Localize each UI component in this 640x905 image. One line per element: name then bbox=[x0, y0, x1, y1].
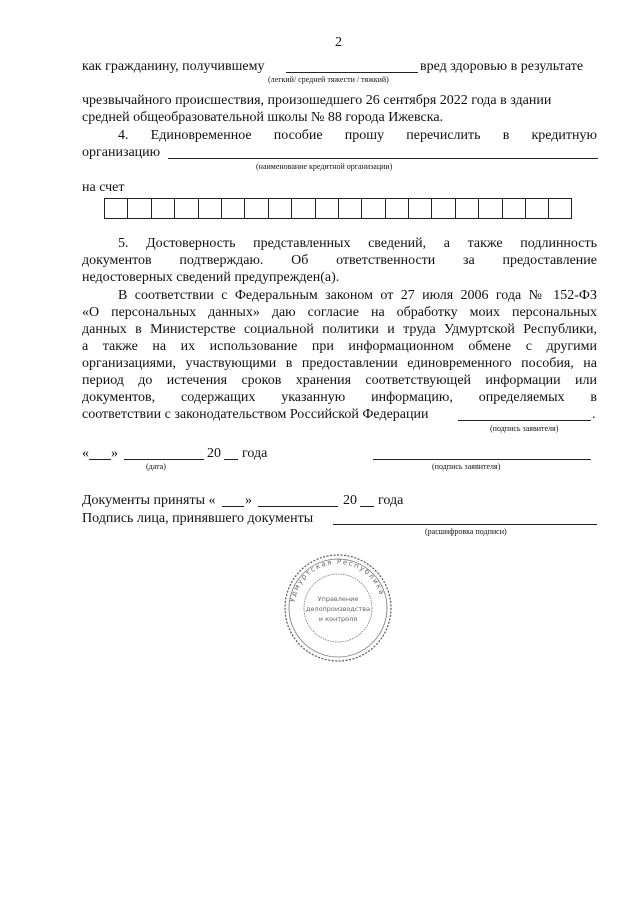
field-hint: (наименование кредитной организации) bbox=[256, 162, 393, 171]
text-line: «О персональных данных» даю согласие на обработку моих персональных bbox=[82, 305, 597, 320]
text-line: документов, содержащих указанную информацию, определяемых в bbox=[82, 390, 597, 405]
account-digit-box[interactable] bbox=[548, 198, 571, 219]
date-close-quote: » bbox=[111, 446, 118, 461]
blank-accepted-day[interactable] bbox=[222, 506, 244, 507]
field-hint: (дата) bbox=[146, 462, 166, 471]
accepted-year-word: года bbox=[378, 493, 404, 508]
account-digit-box[interactable] bbox=[385, 198, 408, 219]
account-digit-box[interactable] bbox=[198, 198, 221, 219]
account-digit-box[interactable] bbox=[455, 198, 478, 219]
signer-label: Подпись лица, принявшего документы bbox=[82, 511, 314, 526]
blank-signer-name[interactable] bbox=[333, 524, 597, 525]
text-line: недостоверных сведений предупрежден(а). bbox=[82, 270, 340, 285]
text-line: документов подтверждаю. Об ответственности за предоставление bbox=[82, 253, 597, 268]
accepted-close-quote: » bbox=[245, 493, 252, 508]
account-digit-box[interactable] bbox=[408, 198, 431, 219]
account-digit-box[interactable] bbox=[338, 198, 361, 219]
account-label: на счет bbox=[82, 180, 125, 195]
account-digit-box[interactable] bbox=[127, 198, 150, 219]
blank-consent-signature[interactable] bbox=[458, 420, 591, 421]
field-hint: (расшифровка подписи) bbox=[425, 527, 507, 536]
text-line: 5. Достоверность представленных сведений, а также подлинность bbox=[118, 236, 597, 251]
account-digit-box[interactable] bbox=[268, 198, 291, 219]
account-digit-box[interactable] bbox=[478, 198, 501, 219]
text-line: В соответствии с Федеральным законом от 27 июля 2006 года № 152-ФЗ bbox=[118, 288, 597, 303]
accepted-year-prefix: 20 bbox=[343, 493, 357, 508]
account-digit-box[interactable] bbox=[221, 198, 244, 219]
date-year-word: года bbox=[242, 446, 268, 461]
accepted-label: Документы приняты « bbox=[82, 493, 216, 508]
account-digit-box[interactable] bbox=[431, 198, 454, 219]
account-digit-box[interactable] bbox=[502, 198, 525, 219]
official-stamp bbox=[282, 552, 394, 664]
field-hint: (подпись заявителя) bbox=[432, 462, 501, 471]
blank-credit-organization[interactable] bbox=[168, 158, 598, 159]
text-line: организацию bbox=[82, 145, 161, 160]
stamp-text-line: Управление bbox=[317, 595, 359, 603]
blank-date-year[interactable] bbox=[224, 459, 238, 460]
blank-applicant-signature[interactable] bbox=[373, 459, 591, 460]
text-line: как гражданину, получившему bbox=[82, 59, 265, 74]
blank-date-day[interactable] bbox=[89, 459, 111, 460]
account-digit-box[interactable] bbox=[525, 198, 548, 219]
text-line: соответствии с законодательством Российской Федерации bbox=[82, 407, 429, 422]
text-line: средней общеобразовательной школы № 88 города Ижевска. bbox=[82, 110, 444, 125]
text-line: вред здоровью в результате bbox=[420, 59, 584, 74]
account-digit-box[interactable] bbox=[291, 198, 314, 219]
blank-injury-severity[interactable] bbox=[286, 72, 418, 73]
text-line: . bbox=[592, 407, 596, 422]
account-digit-box[interactable] bbox=[104, 198, 127, 219]
account-digit-box[interactable] bbox=[174, 198, 197, 219]
text-line: данных в Министерстве социальной политики и труда Удмуртской Республики, bbox=[82, 322, 597, 337]
field-hint: (подпись заявителя) bbox=[490, 424, 559, 433]
date-open-quote: « bbox=[82, 446, 89, 461]
field-hint: (легкий/ средней тяжести / тяжкий) bbox=[268, 75, 389, 84]
page-number: 2 bbox=[335, 35, 342, 50]
text-line: организациями, участвующими в предоставлении единовременного пособия, на bbox=[82, 356, 597, 371]
blank-accepted-month[interactable] bbox=[258, 506, 338, 507]
blank-date-month[interactable] bbox=[124, 459, 204, 460]
blank-accepted-year[interactable] bbox=[360, 506, 374, 507]
stamp-text-line: и контроля bbox=[318, 615, 358, 623]
text-line: а также на их использование при информационном обмене с другими bbox=[82, 339, 597, 354]
stamp-text-line: делопроизводства bbox=[305, 605, 371, 613]
text-line: чрезвычайного происшествия, произошедшего 26 сентября 2022 года в здании bbox=[82, 93, 552, 108]
account-digit-box[interactable] bbox=[315, 198, 338, 219]
account-digit-box[interactable] bbox=[151, 198, 174, 219]
stamp-ring-text: Удмуртская Республика bbox=[288, 557, 387, 603]
account-digit-box[interactable] bbox=[244, 198, 267, 219]
date-year-prefix: 20 bbox=[207, 446, 221, 461]
account-digit-box[interactable] bbox=[361, 198, 384, 219]
text-line: период до истечения сроков хранения соответствующей информации или bbox=[82, 373, 597, 388]
account-number-boxes[interactable] bbox=[104, 198, 572, 219]
text-line: 4. Единовременное пособие прошу перечислить в кредитную bbox=[118, 128, 597, 143]
